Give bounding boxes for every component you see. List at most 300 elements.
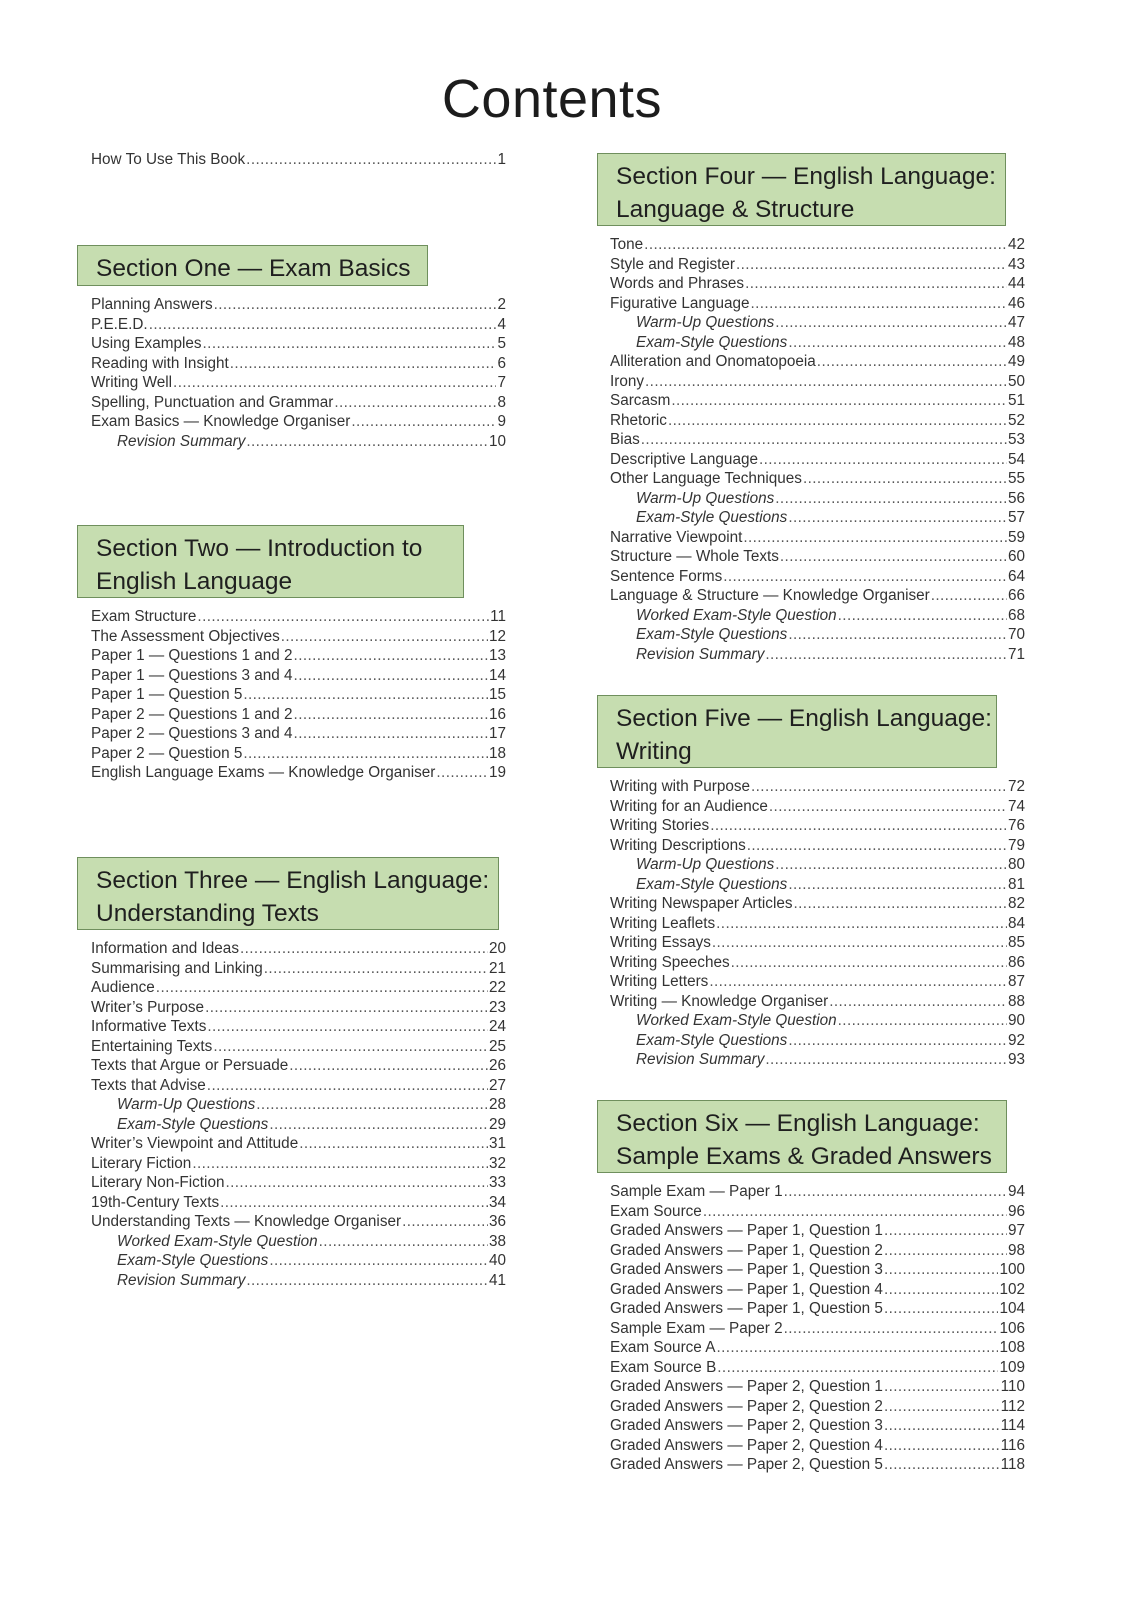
toc-entry-label: Exam-Style Questions: [117, 1252, 269, 1269]
toc-entry-label: Exam Source: [610, 1202, 702, 1220]
dot-leader: [436, 763, 488, 783]
toc-entry-paper-2-questions-1-and-2[interactable]: [91, 705, 506, 725]
toc-entry-exam-style-questions[interactable]: [636, 875, 1025, 895]
toc-entry-warm-up-questions[interactable]: [636, 489, 1025, 509]
dot-leader: [788, 625, 1007, 645]
toc-entry-exam-style-questions[interactable]: [636, 1031, 1025, 1051]
toc-entry-page: 114: [1000, 1417, 1025, 1434]
section-title-line: Section Six — English Language:: [616, 1110, 980, 1137]
toc-entry-label: Graded Answers — Paper 2, Question 2: [610, 1397, 883, 1415]
section-title-line: Section Five — English Language:: [616, 705, 992, 732]
toc-entry-page: 50: [1007, 372, 1025, 390]
toc-entry-page: 98: [1007, 1241, 1025, 1259]
dot-leader: [710, 816, 1007, 836]
toc-entry-label: Graded Answers — Paper 2, Question 4: [610, 1436, 883, 1454]
toc-entry-page: 34: [488, 1193, 506, 1211]
toc-entry-label: Graded Answers — Paper 1, Question 4: [610, 1280, 883, 1298]
toc-entry-page: 57: [1007, 509, 1025, 526]
toc-entry-label: Words and Phrases: [610, 275, 745, 292]
toc-entry-exam-structure[interactable]: [91, 607, 506, 627]
toc-entry-writing-well[interactable]: [91, 373, 506, 393]
dot-leader: [225, 1173, 488, 1193]
toc-entry-texts-that-advise[interactable]: [91, 1076, 506, 1096]
toc-entry-paper-1-questions-1-and-2[interactable]: [91, 646, 506, 666]
toc-entry-label: Sarcasm: [610, 392, 671, 409]
toc-entry-page: 74: [1007, 797, 1025, 815]
toc-entry-english-language-exams-knowledge-organiser[interactable]: [91, 763, 506, 783]
toc-entry-intro[interactable]: [91, 150, 506, 170]
dot-leader: [319, 1232, 488, 1252]
toc-entry-page: 64: [1007, 567, 1025, 585]
toc-entry-information-and-ideas[interactable]: [91, 939, 506, 959]
toc-entry-structure-whole-texts[interactable]: [610, 547, 1025, 567]
toc-entry-paper-2-question-5[interactable]: [91, 744, 506, 764]
toc-entry-label: Sample Exam — Paper 1: [610, 1183, 783, 1200]
toc-entry-label: Paper 1 — Question 5: [91, 686, 243, 703]
toc-entry-exam-style-questions[interactable]: [636, 508, 1025, 528]
toc-entry-graded-answers-paper-2-question-2[interactable]: [610, 1397, 1025, 1417]
toc-entry-label: Exam-Style Questions: [636, 333, 788, 351]
toc-entry-page: 27: [488, 1076, 506, 1094]
toc-entry-paper-1-question-5[interactable]: [91, 685, 506, 705]
toc-entry-irony[interactable]: [610, 372, 1025, 392]
toc-entry-writer-s-viewpoint-and-attitude[interactable]: [91, 1134, 506, 1154]
dot-leader: [299, 1134, 488, 1154]
toc-entry-sample-exam-paper-2[interactable]: [610, 1319, 1025, 1339]
toc-entry-warm-up-questions[interactable]: [636, 313, 1025, 333]
toc-entry-label: Entertaining Texts: [91, 1037, 213, 1055]
dot-leader: [788, 508, 1007, 528]
toc-entry-warm-up-questions[interactable]: [636, 855, 1025, 875]
toc-entry-label: Tone: [610, 236, 644, 253]
dot-leader: [207, 1017, 488, 1037]
toc-entry-label: Paper 2 — Question 5: [91, 744, 243, 762]
toc-entry-label: Graded Answers — Paper 1, Question 3: [610, 1261, 883, 1278]
toc-entry-page: 46: [1007, 294, 1025, 312]
toc-entry-page: 55: [1007, 470, 1025, 487]
toc-entry-literary-fiction[interactable]: [91, 1154, 506, 1174]
toc-entry-page: 19: [488, 764, 506, 781]
toc-entry-descriptive-language[interactable]: [610, 450, 1025, 470]
dot-leader: [817, 352, 1007, 372]
toc-entry-label: Paper 1 — Questions 3 and 4: [91, 666, 293, 684]
section-heading-4: [597, 153, 1006, 226]
toc-entry-page: 42: [1007, 236, 1025, 253]
toc-entry-label: Exam Basics — Knowledge Organiser: [91, 413, 351, 430]
dot-leader: [230, 354, 497, 374]
toc-entry-label: Writing Descriptions: [610, 836, 746, 854]
toc-entry-label: Structure — Whole Texts: [610, 548, 779, 565]
section-title-line: Section Four — English Language:: [616, 163, 996, 190]
toc-entry-page: 100: [999, 1261, 1025, 1278]
toc-entry-sarcasm[interactable]: [610, 391, 1025, 411]
dot-leader: [269, 1115, 488, 1135]
toc-entry-page: 108: [999, 1339, 1025, 1356]
dot-leader: [784, 1182, 1007, 1202]
toc-entry-revision-summary[interactable]: [117, 1271, 506, 1291]
dot-leader: [743, 528, 1007, 548]
toc-entry-label: Rhetoric: [610, 411, 667, 429]
toc-entry-page: 15: [488, 686, 506, 703]
toc-entry-writing-with-purpose[interactable]: [610, 777, 1025, 797]
toc-entry-page: 43: [1007, 255, 1025, 273]
section-heading-6: [597, 1100, 1007, 1173]
dot-leader: [884, 1397, 1000, 1417]
toc-entry-exam-style-questions[interactable]: [117, 1251, 506, 1271]
toc-entry-label: Reading with Insight: [91, 354, 229, 372]
dot-leader: [294, 666, 488, 686]
toc-entry-bias[interactable]: [610, 430, 1025, 450]
section-heading-2: [77, 525, 464, 598]
toc-entry-writing-leaflets[interactable]: [610, 914, 1025, 934]
dot-leader: [884, 1299, 999, 1319]
toc-entry-warm-up-questions[interactable]: [117, 1095, 506, 1115]
toc-entry-page: 36: [488, 1213, 506, 1230]
dot-leader: [723, 567, 1007, 587]
toc-entry-page: 82: [1007, 895, 1025, 912]
toc-entry-label: Worked Exam-Style Question: [117, 1232, 318, 1250]
toc-entry-page: 94: [1007, 1183, 1025, 1200]
toc-entry-page: 24: [488, 1018, 506, 1035]
toc-entry-page: 110: [1000, 1378, 1025, 1395]
toc-entry-exam-style-questions[interactable]: [636, 625, 1025, 645]
toc-entry-page: 20: [488, 940, 506, 957]
toc-entry-label: Descriptive Language: [610, 450, 758, 468]
dot-leader: [838, 606, 1007, 626]
toc-entry-graded-answers-paper-1-question-3[interactable]: [610, 1260, 1025, 1280]
dot-leader: [716, 1338, 998, 1358]
toc-entry-label: Exam-Style Questions: [636, 509, 788, 526]
toc-entry-label: 19th-Century Texts: [91, 1193, 220, 1211]
dot-leader: [803, 469, 1007, 489]
toc-entry-label: The Assessment Objectives: [91, 627, 280, 645]
dot-leader: [884, 1377, 1000, 1397]
toc-entry-page: 80: [1007, 856, 1025, 873]
toc-entry-page: 26: [488, 1057, 506, 1074]
toc-entry-graded-answers-paper-2-question-5[interactable]: [610, 1455, 1025, 1475]
toc-entry-page: 12: [488, 627, 506, 645]
toc-entry-label: Exam-Style Questions: [636, 1031, 788, 1049]
toc-entry-writing-knowledge-organiser[interactable]: [610, 992, 1025, 1012]
toc-entry-writing-stories[interactable]: [610, 816, 1025, 836]
section-title-line: Section Two — Introduction to: [96, 535, 423, 562]
toc-entry-label: Exam-Style Questions: [636, 875, 788, 893]
toc-entry-exam-style-questions[interactable]: [636, 333, 1025, 353]
dot-leader: [294, 705, 488, 725]
toc-entry-label: Revision Summary: [636, 1051, 765, 1068]
toc-entry-page: 81: [1007, 875, 1025, 893]
dot-leader: [829, 992, 1007, 1012]
toc-entry-label: Language & Structure — Knowledge Organiser: [610, 587, 930, 604]
toc-entry-page: 28: [488, 1096, 506, 1113]
toc-entry-entertaining-texts[interactable]: [91, 1037, 506, 1057]
toc-entry-worked-exam-style-question[interactable]: [636, 1011, 1025, 1031]
dot-leader: [351, 412, 496, 432]
dot-leader: [736, 255, 1007, 275]
dot-leader: [884, 1241, 1007, 1261]
toc-entry-revision-summary[interactable]: [636, 645, 1025, 665]
toc-entry-exam-style-questions[interactable]: [117, 1115, 506, 1135]
dot-leader: [884, 1260, 999, 1280]
toc-entry-label: Graded Answers — Paper 1, Question 1: [610, 1222, 883, 1239]
toc-entry-page: 71: [1007, 645, 1025, 663]
toc-entry-label: Literary Non-Fiction: [91, 1174, 225, 1191]
toc-entry-page: 53: [1007, 431, 1025, 448]
dot-leader: [256, 1095, 488, 1115]
toc-entry-writer-s-purpose[interactable]: [91, 998, 506, 1018]
toc-entry-page: 18: [488, 744, 506, 762]
dot-leader: [884, 1416, 1000, 1436]
toc-entry-label: Style and Register: [610, 255, 735, 273]
toc-entry-graded-answers-paper-2-question-4[interactable]: [610, 1436, 1025, 1456]
dot-leader: [243, 744, 488, 764]
dot-leader: [747, 836, 1007, 856]
toc-entry-page: 4: [497, 315, 506, 333]
dot-leader: [269, 1251, 488, 1271]
toc-entry-writing-essays[interactable]: [610, 933, 1025, 953]
toc-entry-exam-basics-knowledge-organiser[interactable]: [91, 412, 506, 432]
toc-entry-other-language-techniques[interactable]: [610, 469, 1025, 489]
toc-entry-sentence-forms[interactable]: [610, 567, 1025, 587]
toc-entry-page: 84: [1007, 914, 1025, 932]
toc-entry-narrative-viewpoint[interactable]: [610, 528, 1025, 548]
dot-leader: [220, 1193, 488, 1213]
toc-entry-label: Figurative Language: [610, 294, 750, 312]
toc-entry-page: 92: [1007, 1031, 1025, 1049]
toc-entry-page: 44: [1007, 275, 1025, 292]
toc-entry-page: 109: [999, 1358, 1025, 1376]
dot-leader: [668, 411, 1007, 431]
toc-entry-label: Texts that Advise: [91, 1076, 206, 1094]
toc-entry-page: 54: [1007, 450, 1025, 468]
toc-entry-label: Using Examples: [91, 335, 202, 352]
dot-leader: [784, 1319, 999, 1339]
dot-leader: [197, 607, 489, 627]
toc-entry-audience[interactable]: [91, 978, 506, 998]
dot-leader: [205, 998, 488, 1018]
dot-leader: [788, 875, 1007, 895]
toc-entry-label: Exam Source B: [610, 1358, 717, 1376]
dot-leader: [788, 1031, 1007, 1051]
section-title-line: Section Three — English Language:: [96, 867, 490, 894]
toc-entry-page: 7: [497, 374, 506, 391]
toc-entry-words-and-phrases[interactable]: [610, 274, 1025, 294]
toc-entry-page: 41: [488, 1271, 506, 1289]
toc-entry-page: 25: [488, 1037, 506, 1055]
dot-leader: [246, 150, 496, 170]
toc-entry-page: 52: [1007, 411, 1025, 429]
toc-entry-label: Paper 1 — Questions 1 and 2: [91, 647, 293, 664]
toc-entry-label: Exam Structure: [91, 608, 197, 625]
toc-entry-page: 72: [1007, 778, 1025, 795]
toc-entry-understanding-texts-knowledge-organiser[interactable]: [91, 1212, 506, 1232]
toc-entry-page: 31: [488, 1135, 506, 1152]
toc-entry-exam-source[interactable]: [610, 1202, 1025, 1222]
toc-entry-paper-1-questions-3-and-4[interactable]: [91, 666, 506, 686]
toc-entry-informative-texts[interactable]: [91, 1017, 506, 1037]
toc-entry-page: 17: [488, 725, 506, 742]
toc-entry-page: 79: [1007, 836, 1025, 854]
toc-entry-label: Writing Speeches: [610, 953, 730, 971]
toc-entry-label: Irony: [610, 372, 645, 390]
dot-leader: [788, 333, 1007, 353]
toc-entry-label: Summarising and Linking: [91, 959, 263, 977]
dot-leader: [716, 914, 1007, 934]
toc-entry-label: Graded Answers — Paper 2, Question 3: [610, 1417, 883, 1434]
toc-entry-label: Graded Answers — Paper 1, Question 2: [610, 1241, 883, 1259]
toc-entry-page: 97: [1007, 1222, 1025, 1239]
dot-leader: [213, 1037, 488, 1057]
dot-leader: [717, 1358, 998, 1378]
toc-entry-worked-exam-style-question[interactable]: [117, 1232, 506, 1252]
toc-entry-p-e-e-d[interactable]: [91, 315, 506, 335]
toc-entry-label: Writing Newspaper Articles: [610, 895, 793, 912]
toc-entry-page: 106: [999, 1319, 1025, 1337]
toc-entry-page: 9: [497, 413, 506, 430]
toc-entry-graded-answers-paper-1-question-4[interactable]: [610, 1280, 1025, 1300]
toc-entry-revision-summary[interactable]: [636, 1050, 1025, 1070]
dot-leader: [156, 978, 488, 998]
toc-entry-page: 16: [488, 705, 506, 723]
toc-entry-page: 56: [1007, 489, 1025, 507]
toc-entry-page: 70: [1007, 626, 1025, 643]
toc-entry-page: 23: [488, 998, 506, 1016]
dot-leader: [334, 393, 496, 413]
dot-leader: [207, 1076, 488, 1096]
toc-entry-page: 90: [1007, 1012, 1025, 1029]
dot-leader: [709, 972, 1007, 992]
toc-entry-graded-answers-paper-1-question-2[interactable]: [610, 1241, 1025, 1261]
toc-entry-label: Worked Exam-Style Question: [636, 606, 837, 624]
toc-entry-label: Writing Stories: [610, 817, 710, 834]
toc-entry-label: Understanding Texts — Knowledge Organiser: [91, 1213, 402, 1230]
toc-entry-label: Writing for an Audience: [610, 797, 768, 815]
toc-entry-figurative-language[interactable]: [610, 294, 1025, 314]
toc-entry-paper-2-questions-3-and-4[interactable]: [91, 724, 506, 744]
dot-leader: [750, 294, 1007, 314]
toc-entry-language-structure-knowledge-organiser[interactable]: [610, 586, 1025, 606]
toc-entry-graded-answers-paper-2-question-1[interactable]: [610, 1377, 1025, 1397]
toc-entry-label: Information and Ideas: [91, 940, 239, 957]
toc-entry-planning-answers[interactable]: [91, 295, 506, 315]
dot-leader: [644, 235, 1007, 255]
toc-entry-graded-answers-paper-1-question-1[interactable]: [610, 1221, 1025, 1241]
toc-entry-label: Texts that Argue or Persuade: [91, 1057, 289, 1074]
toc-entry-label: Exam-Style Questions: [117, 1115, 269, 1133]
toc-entry-page: 48: [1007, 333, 1025, 351]
toc-entry-label: Warm-Up Questions: [636, 314, 775, 331]
dot-leader: [775, 313, 1007, 333]
toc-entry-sample-exam-paper-1[interactable]: [610, 1182, 1025, 1202]
toc-entry-texts-that-argue-or-persuade[interactable]: [91, 1056, 506, 1076]
toc-entry-summarising-and-linking[interactable]: [91, 959, 506, 979]
toc-entry-page: 85: [1007, 934, 1025, 951]
toc-entry-style-and-register[interactable]: [610, 255, 1025, 275]
section-title-line: Understanding Texts: [96, 900, 319, 927]
toc-entry-label: Revision Summary: [117, 1271, 246, 1289]
toc-entry-the-assessment-objectives[interactable]: [91, 627, 506, 647]
toc-entry-writing-newspaper-articles[interactable]: [610, 894, 1025, 914]
toc-entry-page: 14: [488, 666, 506, 684]
dot-leader: [751, 777, 1007, 797]
toc-entry-page: 10: [488, 432, 506, 450]
toc-entry-worked-exam-style-question[interactable]: [636, 606, 1025, 626]
dot-leader: [775, 489, 1007, 509]
toc-entry-label: Audience: [91, 979, 155, 996]
dot-leader: [214, 295, 497, 315]
toc-entry-revision-summary[interactable]: [117, 432, 506, 452]
toc-entry-label: Writing Letters: [610, 973, 709, 990]
toc-entry-label: Warm-Up Questions: [636, 856, 775, 873]
toc-entry-spelling-punctuation-and-grammar[interactable]: [91, 393, 506, 413]
toc-entry-19th-century-texts[interactable]: [91, 1193, 506, 1213]
dot-leader: [775, 855, 1007, 875]
toc-entry-label: Worked Exam-Style Question: [636, 1012, 837, 1029]
toc-entry-page: 112: [1000, 1397, 1025, 1415]
toc-entry-page: 93: [1007, 1051, 1025, 1068]
toc-entry-label: Revision Summary: [117, 432, 246, 450]
toc-entry-using-examples[interactable]: [91, 334, 506, 354]
section-title-line: Section One — Exam Basics: [96, 255, 411, 282]
dot-leader: [838, 1011, 1007, 1031]
dot-leader: [931, 586, 1007, 606]
toc-entry-writing-for-an-audience[interactable]: [610, 797, 1025, 817]
toc-entry-page: 6: [497, 354, 506, 372]
toc-entry-page: 88: [1007, 992, 1025, 1010]
toc-entry-page: 21: [488, 959, 506, 977]
toc-entry-tone[interactable]: [610, 235, 1025, 255]
toc-entry-exam-source-b[interactable]: [610, 1358, 1025, 1378]
toc-entry-label: Bias: [610, 431, 640, 448]
toc-entry-page: 116: [1000, 1436, 1025, 1454]
toc-entry-label: Sample Exam — Paper 2: [610, 1319, 783, 1337]
dot-leader: [765, 1050, 1007, 1070]
section-heading-1: [77, 245, 428, 286]
toc-entry-page: 47: [1007, 314, 1025, 331]
toc-entry-page: 29: [488, 1115, 506, 1133]
toc-entry-literary-non-fiction[interactable]: [91, 1173, 506, 1193]
dot-leader: [703, 1202, 1007, 1222]
toc-entry-label: Planning Answers: [91, 296, 213, 313]
toc-entry-page: 2: [497, 296, 506, 313]
toc-entry-graded-answers-paper-1-question-5[interactable]: [610, 1299, 1025, 1319]
toc-entry-page: 59: [1007, 528, 1025, 546]
toc-entry-page: 38: [488, 1232, 506, 1250]
toc-entry-label: Exam-Style Questions: [636, 626, 788, 643]
toc-entry-page: 118: [1000, 1456, 1025, 1473]
dot-leader: [884, 1221, 1007, 1241]
section-title-line: English Language: [96, 568, 293, 595]
toc-entry-rhetoric[interactable]: [610, 411, 1025, 431]
toc-entry-graded-answers-paper-2-question-3[interactable]: [610, 1416, 1025, 1436]
toc-entry-exam-source-a[interactable]: [610, 1338, 1025, 1358]
toc-entry-alliteration-and-onomatopoeia[interactable]: [610, 352, 1025, 372]
section-title-line: Sample Exams & Graded Answers: [616, 1143, 992, 1170]
toc-entry-page: 96: [1007, 1202, 1025, 1220]
toc-entry-label: P.E.E.D.: [91, 315, 148, 333]
toc-entry-reading-with-insight[interactable]: [91, 354, 506, 374]
toc-entry-writing-speeches[interactable]: [610, 953, 1025, 973]
toc-entry-page: 86: [1007, 953, 1025, 971]
dot-leader: [884, 1455, 1000, 1475]
toc-entry-page: 22: [488, 979, 506, 996]
toc-entry-writing-letters[interactable]: [610, 972, 1025, 992]
toc-entry-label: English Language Exams — Knowledge Organiser: [91, 764, 436, 781]
toc-entry-writing-descriptions[interactable]: [610, 836, 1025, 856]
toc-entry-label: How To Use This Book: [91, 151, 246, 168]
toc-entry-page: 33: [488, 1174, 506, 1191]
toc-entry-label: Other Language Techniques: [610, 470, 802, 487]
